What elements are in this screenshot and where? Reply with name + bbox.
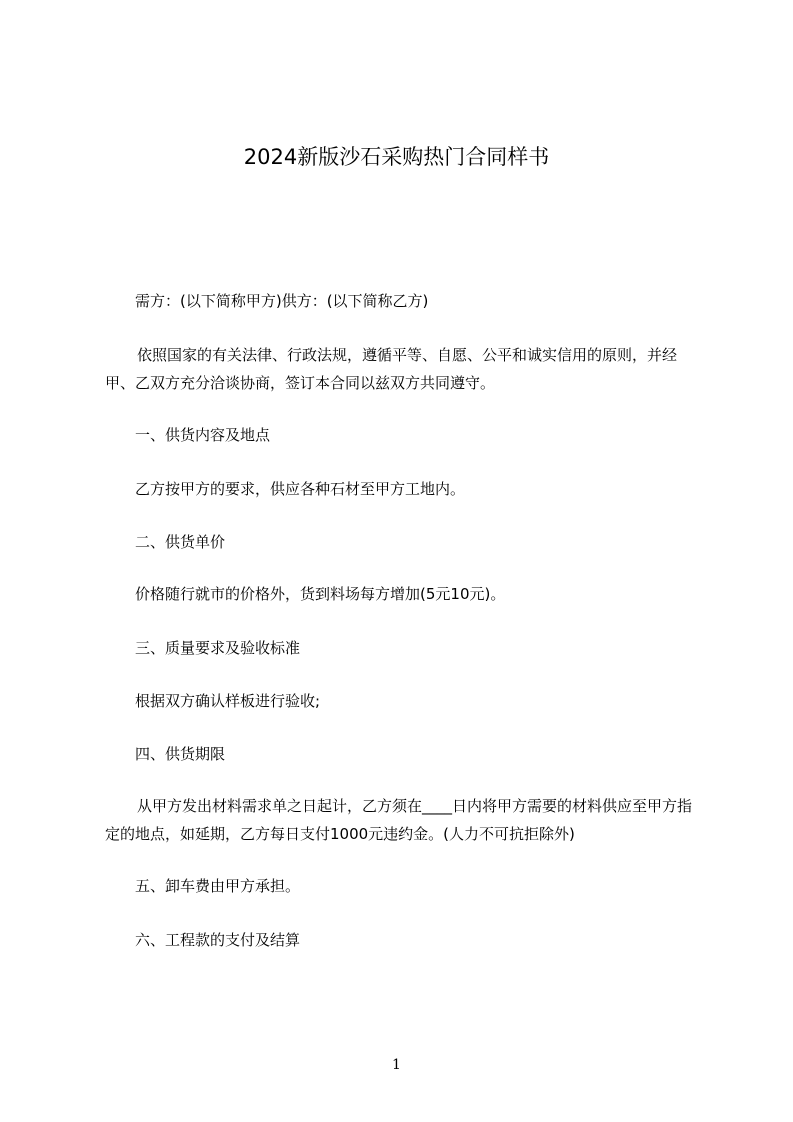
section-heading-3: 三、质量要求及验收标准 [135, 639, 301, 657]
section-body-4: 从甲方发出材料需求单之日起计，乙方须在____日内将甲方需要的材料供应至甲方指定的地点，如延期，乙方每日支付1000元违约金。(人力不可抗拒除外) [105, 797, 693, 843]
preamble-paragraph: 依照国家的有关法律、行政法规，遵循平等、自愿、公平和诚实信用的原则，并经甲、乙双方充分洽谈协商，签订本合同以兹双方共同遵守。 [105, 346, 678, 392]
section-heading-4: 四、供货期限 [135, 745, 226, 763]
section-heading-2: 二、供货单价 [135, 533, 226, 551]
section-heading-5: 五、卸车费由甲方承担。 [135, 877, 301, 895]
section-heading-6: 六、工程款的支付及结算 [135, 931, 301, 949]
section-heading-1: 一、供货内容及地点 [135, 426, 271, 444]
section-body-3: 根据双方确认样板进行验收; [135, 692, 321, 710]
section-body-2: 价格随行就市的价格外，货到料场每方增加(5元10元)。 [135, 585, 506, 603]
parties-line: 需方：(以下简称甲方)供方：(以下简称乙方) [135, 292, 429, 310]
document-title: 2024新版沙石采购热门合同样书 [243, 145, 550, 169]
page-number: 1 [392, 1057, 401, 1073]
section-body-1: 乙方按甲方的要求，供应各种石材至甲方工地内。 [135, 480, 466, 498]
